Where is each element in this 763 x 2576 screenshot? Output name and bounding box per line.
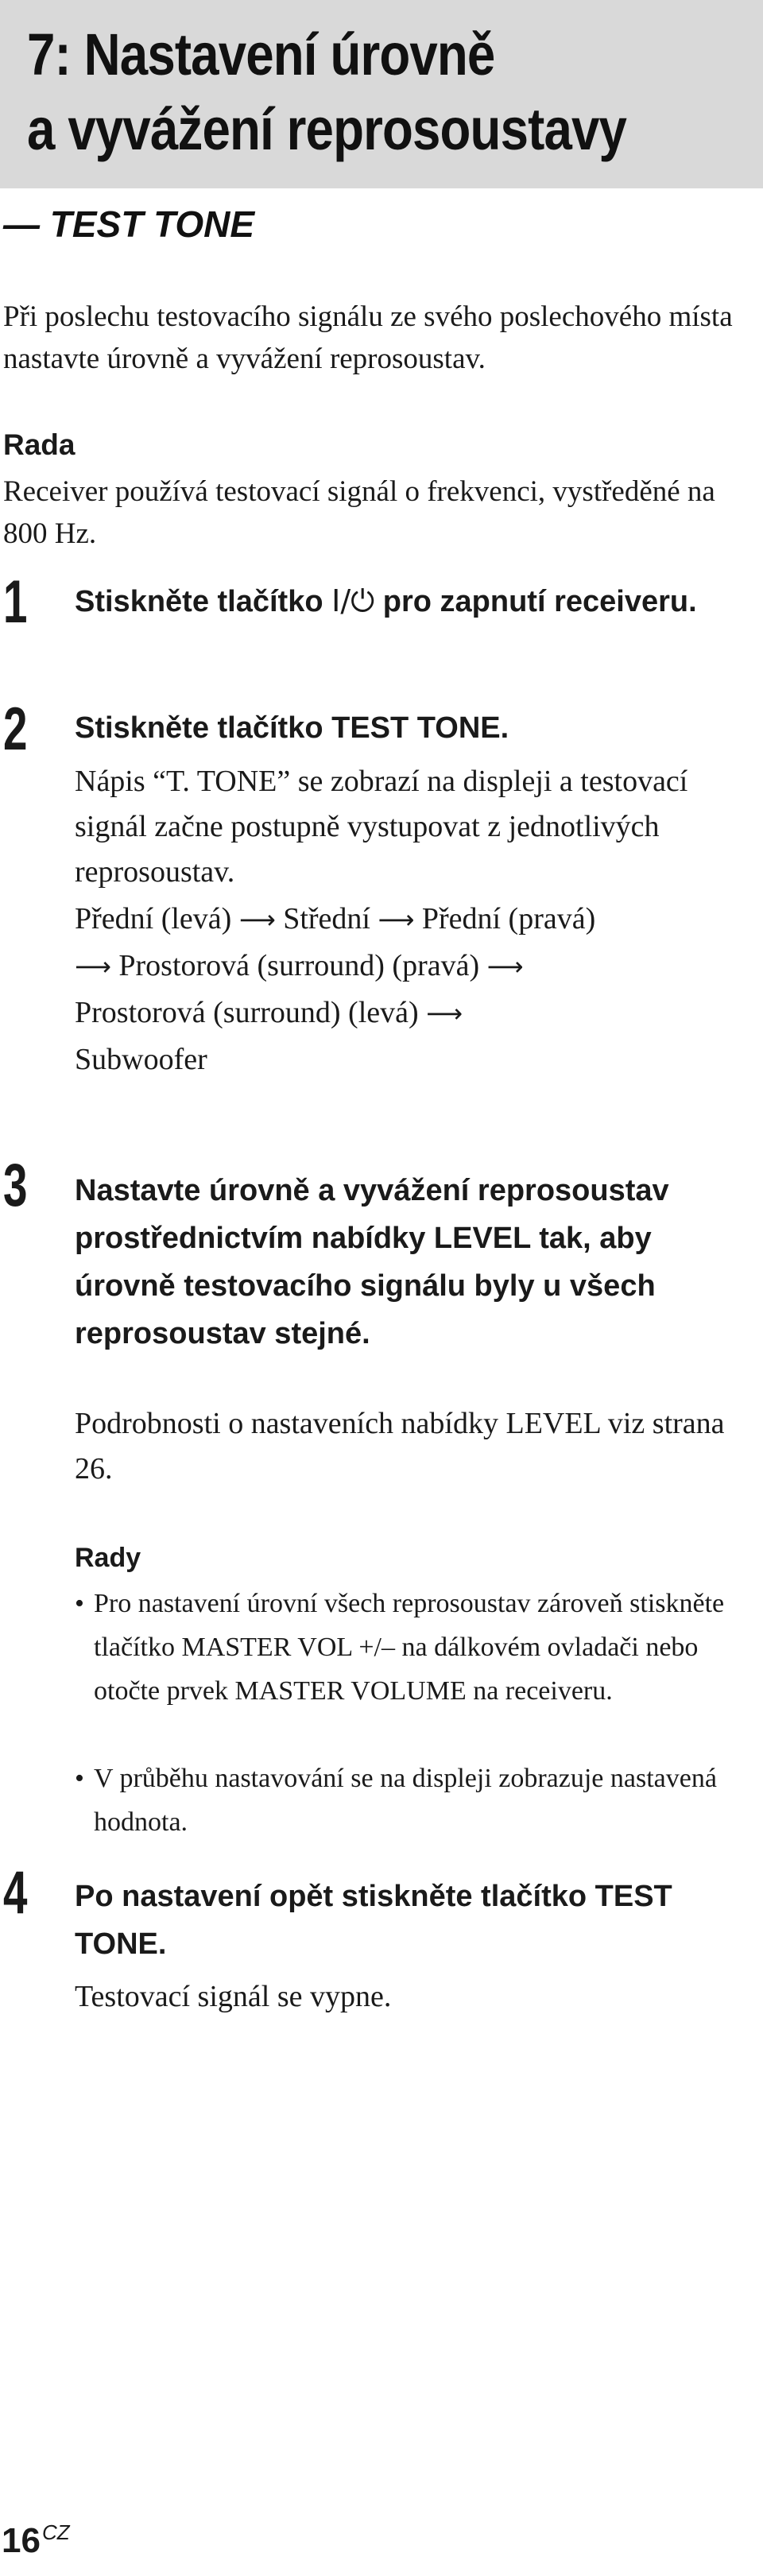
- intro-paragraph: Při poslechu testovacího signálu ze svého poslechového místa nastavte úrovně a vyvážení reprosoustav.: [3, 300, 733, 375]
- step-4-body: Testovací signál se vypne.: [75, 1980, 392, 2013]
- tip-text-1: Pro nastavení úrovní všech reprosoustav zároveň stiskněte tlačítko MASTER VOL +/– na dálkovém ovladači nebo otočte prvek MASTER VOLUME na receiveru.: [94, 1589, 725, 1706]
- speaker-center: Střední: [283, 902, 370, 935]
- speaker-sequence: [75, 896, 758, 1083]
- bullet-icon: •: [75, 1589, 84, 1618]
- step-2-body: Nápis “T. TONE” se zobrazí na displeji a testovací signál začne postupně vystupovat z jednotlivých reprosoustav.: [75, 765, 688, 889]
- speaker-surround-right: Prostorová (surround) (pravá): [118, 949, 480, 982]
- tip-text-2: V průběhu nastavování se na displeji zobrazuje nastavená hodnota.: [94, 1764, 717, 1837]
- speaker-surround-left: Prostorová (surround) (levá): [75, 996, 419, 1029]
- step-3-body: Podrobnosti o nastaveních nabídky LEVEL viz strana 26.: [75, 1407, 725, 1486]
- page-number-suffix: CZ: [41, 2520, 70, 2544]
- section-subtitle: — TEST TONE: [3, 203, 255, 245]
- arrow-icon: ⟶: [238, 905, 276, 935]
- arrow-icon: ⟶: [426, 998, 463, 1028]
- speaker-front-left: Přední (levá): [75, 902, 232, 935]
- hint-heading: Rada: [3, 428, 76, 461]
- step-3-number: 3: [3, 1152, 28, 1219]
- page-title: [27, 17, 626, 167]
- step-2-number: 2: [3, 695, 28, 763]
- step-2-title: Stiskněte tlačítko TEST TONE.: [75, 711, 509, 745]
- step-4-number: 4: [3, 1859, 28, 1927]
- page-title-line-1: 7: Nastavení úrovně: [27, 21, 495, 87]
- step-1-title-end: pro zapnutí receiveru.: [374, 585, 697, 618]
- step-4-title: Po nastavení opět stiskněte tlačítko TEST TONE.: [75, 1880, 672, 1961]
- arrow-icon: ⟶: [75, 951, 111, 982]
- arrow-icon: ⟶: [486, 951, 524, 982]
- page-title-line-2: a vyvážení reprosoustavy: [27, 96, 627, 162]
- tip-item-2: [75, 1757, 758, 1844]
- page-number-value: 16: [2, 2521, 41, 2560]
- tip-item-1: [75, 1582, 758, 1713]
- step-1-number: 1: [3, 568, 28, 636]
- step-3-title: Nastavte úrovně a vyvážení reprosoustav prostřednictvím nabídky LEVEL tak, aby úrovně testovacího signálu byly u všech reprosoustav stejné.: [75, 1174, 669, 1350]
- step-1-title-start: Stiskněte tlačítko: [75, 585, 332, 618]
- bullet-icon: •: [75, 1764, 84, 1793]
- hint-text: Receiver používá testovací signál o frekvenci, vystředěné na 800 Hz.: [3, 475, 715, 550]
- tips-heading: Rady: [75, 1543, 141, 1573]
- title-banner: [0, 0, 763, 188]
- page-number: [2, 2510, 70, 2563]
- speaker-front-right: Přední (pravá): [421, 902, 596, 935]
- arrow-icon: ⟶: [378, 905, 415, 935]
- speaker-subwoofer: Subwoofer: [75, 1043, 207, 1076]
- power-icon: I/⏻: [331, 583, 375, 618]
- step-1-title: [75, 577, 758, 626]
